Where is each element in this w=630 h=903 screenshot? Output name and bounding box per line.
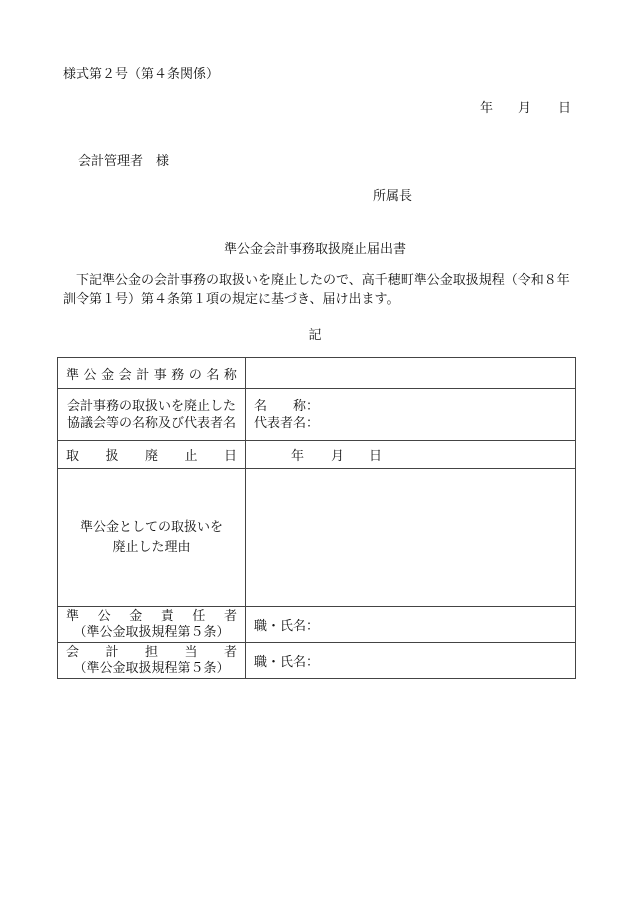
date-day: 日 xyxy=(369,449,383,464)
label-line: 廃止した理由 xyxy=(112,539,191,555)
label-char: 事 xyxy=(153,367,167,383)
label-char: 準 xyxy=(66,608,80,624)
document-title: 準公金会計事務取扱廃止届出書 xyxy=(223,242,406,257)
label-line: 会計事務の取扱いを廃止した xyxy=(66,398,236,414)
label-char: 準 xyxy=(66,367,80,383)
label-cell xyxy=(58,441,246,469)
label-char: 任 xyxy=(192,608,206,624)
date-month: 月 xyxy=(331,449,345,464)
date-day: 日 xyxy=(558,101,572,116)
date-year: 年 xyxy=(480,101,494,116)
ki-heading: 記 xyxy=(308,328,322,343)
label-char: 責 xyxy=(160,608,174,624)
label-line: 準公金としての取扱いを xyxy=(79,519,223,535)
accountant-value-cell[interactable] xyxy=(246,643,576,679)
label-char: 取 xyxy=(66,449,80,464)
label-char: 当 xyxy=(184,644,198,660)
label-char: 担 xyxy=(144,644,158,660)
form-table xyxy=(57,357,576,679)
label-char: 会 xyxy=(118,367,132,383)
manager-value-cell[interactable] xyxy=(246,607,576,643)
spread-label xyxy=(58,445,245,464)
accountant-name-label: 職・氏名： xyxy=(254,655,320,670)
table-row xyxy=(58,358,576,389)
label-cell xyxy=(58,358,246,389)
affiliation: 所属長 xyxy=(373,189,413,204)
label-cell xyxy=(58,607,246,643)
abolition-date xyxy=(246,445,575,464)
label-char: 名 xyxy=(206,367,220,383)
addressee: 会計管理者 様 xyxy=(78,154,170,169)
jokoukin-name-value[interactable] xyxy=(246,358,576,389)
form-number: 様式第２号（第４条関係） xyxy=(63,67,220,82)
label-char: 称 xyxy=(223,367,237,383)
table-row xyxy=(58,389,576,441)
label-cell xyxy=(58,389,246,441)
reason-value-cell[interactable] xyxy=(246,469,576,607)
label-cell xyxy=(58,469,246,607)
date-month: 月 xyxy=(518,101,532,116)
label-sub: （準公金取扱規程第５条） xyxy=(73,660,230,676)
date-line xyxy=(480,97,571,116)
label-char: 会 xyxy=(66,644,80,660)
org-fields xyxy=(246,398,575,432)
label-cell xyxy=(58,643,246,679)
label-char: 扱 xyxy=(105,449,119,464)
label-char: 止 xyxy=(184,449,198,464)
table-row xyxy=(58,441,576,469)
org-value-cell[interactable] xyxy=(246,389,576,441)
label-char: 日 xyxy=(223,449,237,464)
manager-name-label: 職・氏名： xyxy=(254,619,320,634)
label-char: 計 xyxy=(105,644,119,660)
label-char: 者 xyxy=(223,608,237,624)
table-row xyxy=(58,469,576,607)
body-text: 下記準公金の会計事務の取扱いを廃止したので、高千穂町準公金取扱規程（令和８年訓令第１号）第４条第１項の規定に基づき、届け出ます。 xyxy=(63,273,570,307)
table-row xyxy=(58,607,576,643)
date-year: 年 xyxy=(291,449,305,464)
abolition-date-cell[interactable] xyxy=(246,441,576,469)
spread-label xyxy=(58,364,245,383)
label-char: 金 xyxy=(129,608,143,624)
label-char: 者 xyxy=(223,644,237,660)
cell-label xyxy=(58,518,245,558)
label-char: 計 xyxy=(136,367,150,383)
cell-label xyxy=(58,398,245,432)
label-char: 公 xyxy=(83,367,97,383)
spread-label xyxy=(58,609,245,625)
spread-label xyxy=(58,645,245,661)
rep-field-label: 代表者名： xyxy=(254,415,320,431)
label-char: 廃 xyxy=(144,449,158,464)
label-char: の xyxy=(188,367,202,383)
label-line: 協議会等の名称及び代表者名 xyxy=(66,415,236,431)
label-char: 金 xyxy=(101,367,115,383)
label-char: 公 xyxy=(97,608,111,624)
name-field-label: 名 称： xyxy=(254,398,320,414)
table-row xyxy=(58,643,576,679)
label-char: 務 xyxy=(171,367,185,383)
label-sub: （準公金取扱規程第５条） xyxy=(73,624,230,640)
